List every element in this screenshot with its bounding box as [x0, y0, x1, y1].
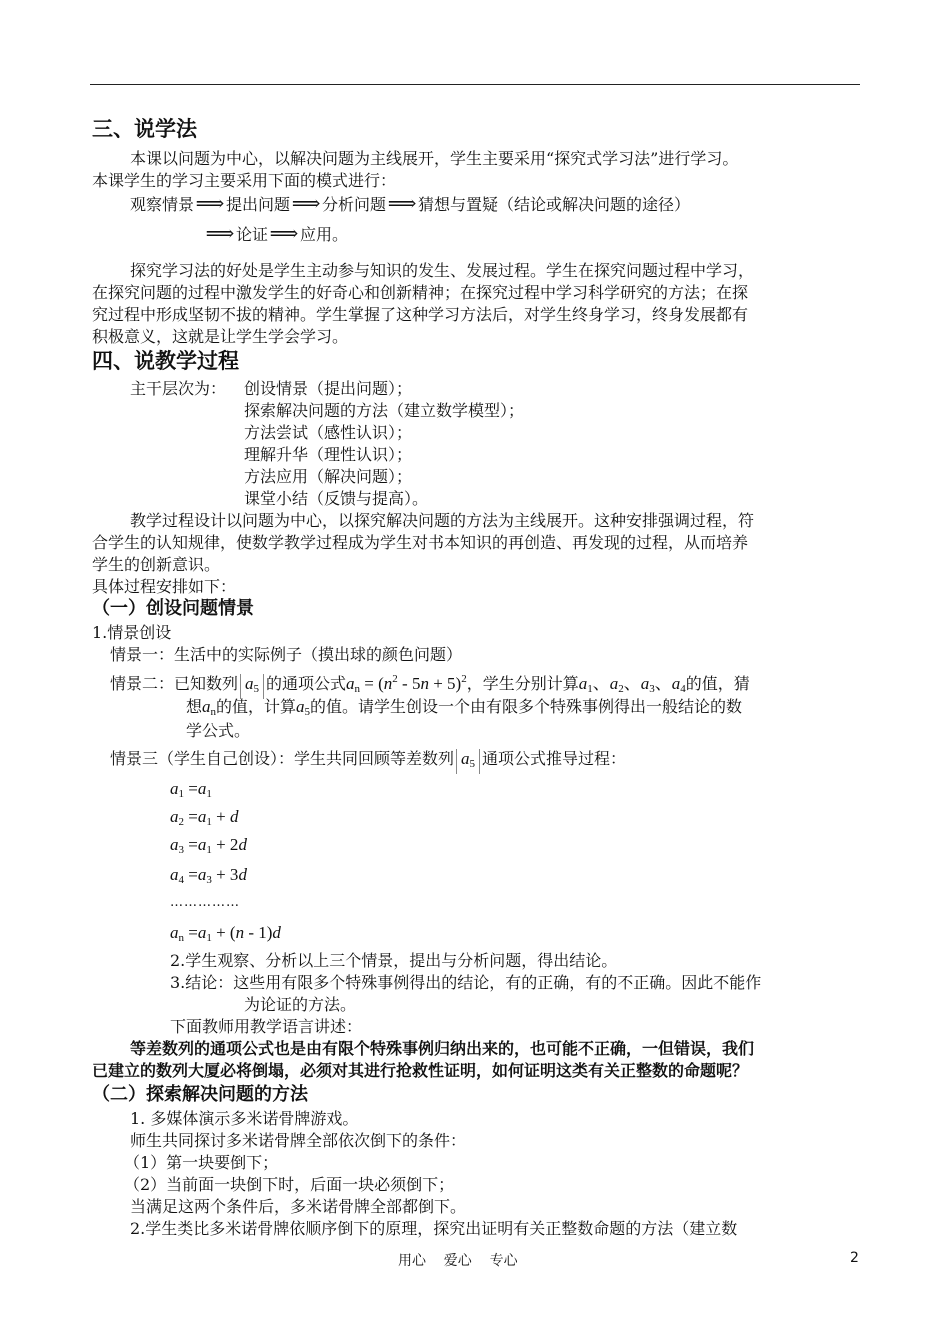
flow-step: 观察情景	[130, 195, 195, 214]
flow-step: 分析问题	[322, 195, 387, 214]
part-2-line: 1. 多媒体演示多米诺骨牌游戏。	[130, 1109, 359, 1128]
item-1-heading: 1.情景创设	[92, 623, 172, 642]
paragraph-line: 探究学习法的好处是学生主动参与知识的发生、发展过程。学生在探究问题过程中学习，	[130, 261, 755, 280]
formula-a2: $a_2 =a_1 + d$	[170, 807, 239, 828]
scenario-2-text: 的通项公式	[266, 674, 347, 693]
footer-motto: 用心 爱心 专心	[398, 1253, 518, 1269]
page-number: 2	[850, 1250, 859, 1266]
main-structure-item: 课堂小结（反馈与提高）。	[244, 489, 429, 508]
scenario-2-text: 想	[186, 697, 203, 716]
item-2: 2.学生观察、分析以上三个情景，提出与分析问题，得出结论。	[170, 951, 618, 970]
item-3-line-2: 为论证的方法。	[244, 995, 357, 1014]
main-structure-item: 方法尝试（感性认识）；	[244, 423, 413, 442]
implies-arrow-icon: ⟹	[205, 221, 235, 245]
paragraph-line: 合学生的认知规律，使数学教学过程成为学生对书本知识的再创造、再发现的过程，从而培养	[92, 533, 749, 552]
formula-an-general: $a_n =a_1 + (n - 1)d$	[170, 923, 281, 944]
section-3-title: 三、说学法	[92, 117, 197, 141]
flow-step: 猜想与置疑（结论或解决问题的途径）	[418, 195, 691, 214]
term-a5: $a_5$	[296, 697, 311, 718]
paragraph-line: 本课以问题为中心，以解决问题为主线展开，学生主要采用“探究式学习法”进行学习。	[130, 149, 739, 168]
implies-arrow-icon: ⟹	[269, 221, 299, 245]
flow-line-2	[204, 222, 348, 246]
formula-a1: $a_1 =a_1$	[170, 779, 212, 800]
ellipsis: ……………	[170, 895, 240, 910]
part-2-line: 师生共同探讨多米诺骨牌全部依次倒下的条件：	[130, 1131, 467, 1150]
part-1-title: （一）创设问题情景	[92, 598, 254, 619]
part-2-line: 2.学生类比多米诺骨牌依顺序倒下的原理，探究出证明有关正整数命题的方法（建立数	[130, 1219, 738, 1238]
scenario-3-text: 通项公式推导过程：	[482, 749, 627, 768]
part-2-line: （2）当前面一块倒下时，后面一块必须倒下；	[124, 1175, 455, 1194]
section-4-title: 四、说教学过程	[92, 349, 239, 373]
paragraph-line: 学生的创新意识。	[92, 555, 221, 574]
scenario-2-text: 的值，猜	[685, 674, 750, 693]
scenario-2-line-2	[186, 696, 742, 723]
sequence-a5-box: $a_5$	[456, 749, 480, 774]
terms-a1-a4: $a_1$、$a_2$、$a_3$、$a_4$	[578, 674, 686, 695]
paragraph-line: 本课学生的学习主要采用下面的模式进行：	[92, 171, 397, 190]
part-2-title: （二）探索解决问题的方法	[92, 1084, 308, 1105]
term-an: $a_n$	[202, 697, 217, 718]
bold-statement-line-1: 等差数列的通项公式也是由有限个特殊事例归纳出来的，也可能不正确，一但错误，我们	[130, 1039, 755, 1058]
scenario-3-line	[110, 748, 626, 774]
implies-arrow-icon: ⟹	[291, 191, 321, 215]
formula-a3: $a_3 =a_1 + 2d$	[170, 835, 247, 856]
scenario-3-text: 情景三（学生自己创设）：学生共同回顾等差数列	[110, 749, 455, 768]
paragraph-line: 在探究问题的过程中激发学生的好奇心和创新精神；在探究过程中学习科学研究的方法；在探	[92, 283, 749, 302]
header-rule	[90, 84, 860, 85]
part-2-line: 当满足这两个条件后，多米诺骨牌全部都倒下。	[130, 1197, 467, 1216]
paragraph-line: 积极意义，这就是让学生学会学习。	[92, 327, 349, 346]
formula-an: $a_n = (n^2 - 5n + 5)^2$	[346, 673, 467, 695]
implies-arrow-icon: ⟹	[195, 191, 225, 215]
scenario-2-line-3: 学公式。	[186, 721, 251, 740]
bold-statement-line-2: 已建立的数列大厦必将倒塌，必须对其进行抢救性证明，如何证明这类有关正整数的命题呢？	[92, 1061, 749, 1080]
main-structure-label: 主干层次为：	[130, 379, 227, 398]
scenario-2-text: 的值，计算	[216, 697, 297, 716]
paragraph-line: 教学过程设计以问题为中心，以探究解决问题的方法为主线展开。这种安排强调过程，符	[130, 511, 755, 530]
item-3-line-1: 3.结论：这些用有限多个特殊事例得出的结论，有的正确，有的不正确。因此不能作	[170, 973, 762, 992]
flow-line-1	[130, 192, 690, 216]
paragraph-line: 究过程中形成坚韧不拔的精神。学生掌握了这种学习方法后，对学生终身学习，终身发展都有	[92, 305, 749, 324]
part-2-line: （1）第一块要倒下；	[124, 1153, 279, 1172]
sequence-a5-box: $a_5$	[240, 674, 264, 699]
main-structure-item: 探索解决问题的方法（建立数学模型）；	[244, 401, 525, 420]
scenario-2-text: ，学生分别计算	[466, 674, 579, 693]
implies-arrow-icon: ⟹	[387, 191, 417, 215]
scenario-2-text: 的值。请学生创设一个由有限多个特殊事例得出一般结论的数	[310, 697, 743, 716]
scenario-1: 情景一：生活中的实际例子（摸出球的颜色问题）	[110, 645, 463, 664]
flow-step: 应用。	[300, 225, 349, 244]
paragraph-line: 具体过程安排如下：	[92, 577, 237, 596]
flow-step: 论证	[236, 225, 269, 244]
formula-a4: $a_4 =a_3 + 3d$	[170, 865, 247, 886]
scenario-2-text: 情景二：已知数列	[110, 674, 239, 693]
main-structure-item: 创设情景（提出问题）；	[244, 379, 413, 398]
teacher-lead: 下面教师用教学语言讲述：	[170, 1017, 363, 1036]
main-structure-item: 方法应用（解决问题）；	[244, 467, 413, 486]
flow-step: 提出问题	[226, 195, 291, 214]
main-structure-item: 理解升华（理性认识）；	[244, 445, 413, 464]
